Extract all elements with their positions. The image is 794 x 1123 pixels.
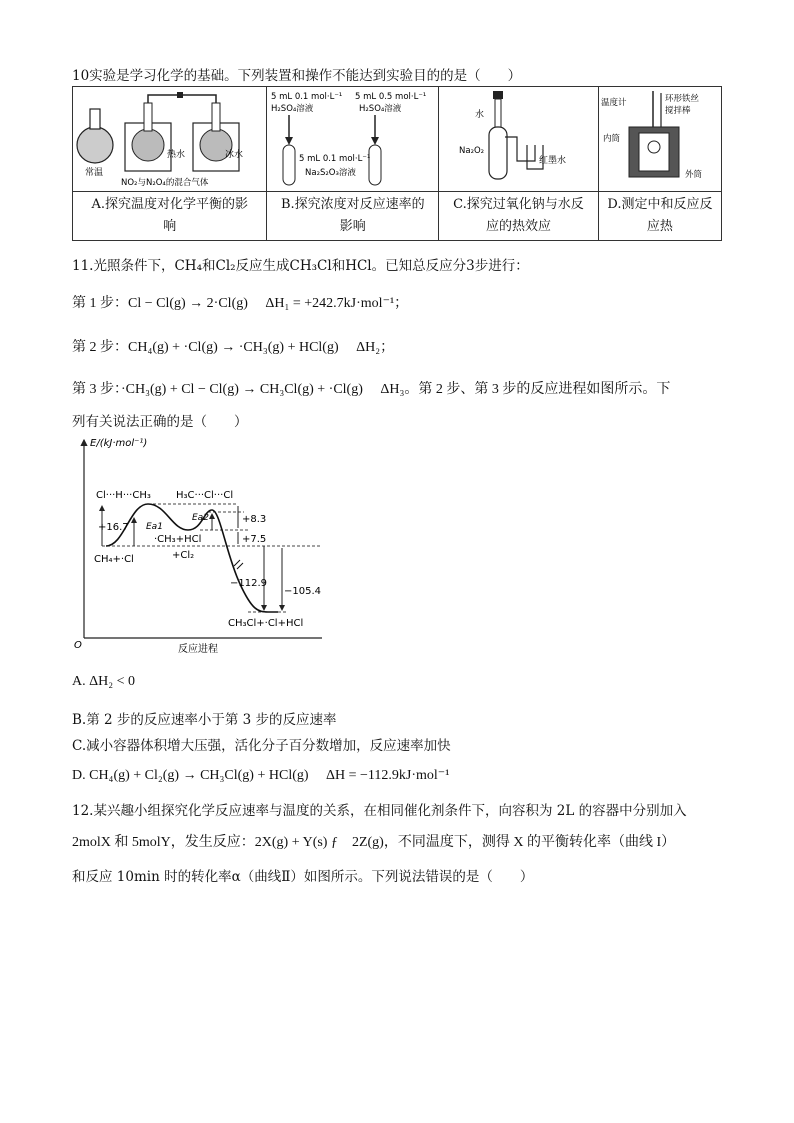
q11-step1: 第 1 步：Cl − Cl(g) → 2·Cl(g) ΔH₁ = +242.7kJ·mol⁻¹；: [72, 296, 409, 311]
q10-stem: 10实验是学习化学的基础。下列装置和操作不能达到实验目的的是（ ）: [72, 68, 522, 84]
q10-d-label-stirrer: 搅拌棒: [664, 106, 691, 116]
q11-step2: 第 2 步：CH₄(g) + ·Cl(g) → ·CH₃(g) + HCl(g) ΔH₂；: [72, 340, 395, 355]
q10-b-label-acid1: H₂SO₄溶液: [271, 104, 314, 114]
q10-c-label-water: 水: [475, 110, 485, 120]
diagram-v1: +16.7: [98, 522, 129, 533]
q10-b-label-acid2: H₂SO₄溶液: [359, 104, 402, 114]
q10-d-figure: [598, 87, 721, 192]
diagram-v4: −112.9: [230, 578, 268, 589]
q11-stem: 11.光照条件下，CH₄和Cl₂反应生成CH₃Cl和HCl。已知总反应分3步进行：: [72, 258, 529, 274]
diagram-v3: +7.5: [242, 534, 267, 545]
q10-d-label-outer: 外筒: [684, 170, 702, 180]
q10-a-label-gas: NO₂与N₂O₄的混合气体: [121, 178, 209, 188]
q11-step3: 第 3 步：·CH₃(g) + Cl − Cl(g) → CH₃Cl(g) + ·Cl(g) ΔH₃。第 2 步、第 3 步的反应进程如图所示。下: [72, 382, 671, 397]
diagram-mid1: ·CH₃+HCl: [154, 534, 202, 545]
q10-c-label-na2o2: Na₂O₂: [459, 146, 485, 156]
diagram-ea2: Ea2: [192, 513, 209, 523]
q10-option-d: D.测定中和反应反 应热: [598, 192, 721, 241]
q12-line1: 12.某兴趣小组探究化学反应速率与温度的关系，在相同催化剂条件下，向容积为 2L 的容器中分别加入: [72, 803, 687, 819]
q10-d-label-inner: 内筒: [602, 134, 620, 144]
q10-a-label-room: 常温: [85, 168, 104, 178]
q11-option-d: D. CH₄(g) + Cl₂(g) → CH₃Cl(g) + HCl(g) ΔH = −112.9kJ·mol⁻¹: [72, 768, 450, 783]
q10-a-label-hot: 热水: [167, 150, 186, 160]
q10-b-label-conc2: 5 mL 0.5 mol·L⁻¹: [355, 92, 427, 102]
q10-options-table: [72, 86, 722, 241]
diagram-end: CH₃Cl+·Cl+HCl: [228, 618, 304, 629]
q11-energy-diagram: [72, 434, 328, 656]
diagram-start: CH₄+·Cl: [94, 554, 134, 565]
q10-option-a: A.探究温度对化学平衡的影 响: [73, 192, 267, 241]
q11-option-a: A. ΔH₂ < 0: [72, 674, 135, 689]
q10-a-figure: [73, 87, 267, 192]
q10-c-label-ink: 红墨水: [539, 156, 567, 166]
q10-b-label-thio: Na₂S₂O₃溶液: [305, 168, 357, 178]
diagram-v5: −105.4: [284, 586, 322, 597]
diagram-origin: O: [74, 640, 82, 651]
q10-d-label-ring: 环形铁丝: [664, 94, 699, 104]
q11-option-b: B.第 2 步的反应速率小于第 3 步的反应速率: [72, 712, 337, 728]
q10-b-figure: [267, 87, 439, 192]
q10-option-b: B.探究浓度对反应速率的 影响: [267, 192, 439, 241]
q10-a-label-cold: 冰水: [225, 150, 244, 160]
q11-option-c: C.减小容器体积增大压强，活化分子百分数增加，反应速率加快: [72, 738, 451, 754]
diagram-ts2: H₃C···Cl···Cl: [176, 490, 234, 501]
q10-c-figure: [439, 87, 599, 192]
diagram-ylabel: E/(kJ·mol⁻¹): [90, 438, 148, 449]
q10-option-c: C.探究过氧化钠与水反 应的热效应: [439, 192, 599, 241]
q12-line3: 和反应 10min 时的转化率α（曲线Ⅱ）如图所示。下列说法错误的是（ ）: [72, 869, 534, 885]
q10-b-label-conc1: 5 mL 0.1 mol·L⁻¹: [271, 92, 343, 102]
q11-step3-cont: 列有关说法正确的是（ ）: [72, 414, 248, 430]
diagram-v2: +8.3: [242, 514, 267, 525]
diagram-xlabel: 反应进程: [178, 644, 218, 655]
diagram-ts1: Cl···H···CH₃: [96, 490, 151, 501]
q10-d-label-thermometer: 温度计: [600, 98, 627, 108]
q12-line2: 2molX 和 5molY，发生反应：2X(g) + Y(s) ƒ 2Z(g)，不同温度下，测得 X 的平衡转化率（曲线 I）: [72, 835, 676, 850]
diagram-ea1: Ea1: [146, 522, 163, 532]
q10-b-label-thio-conc: 5 mL 0.1 mol·L⁻¹: [299, 154, 371, 164]
diagram-mid2: +Cl₂: [172, 550, 195, 561]
